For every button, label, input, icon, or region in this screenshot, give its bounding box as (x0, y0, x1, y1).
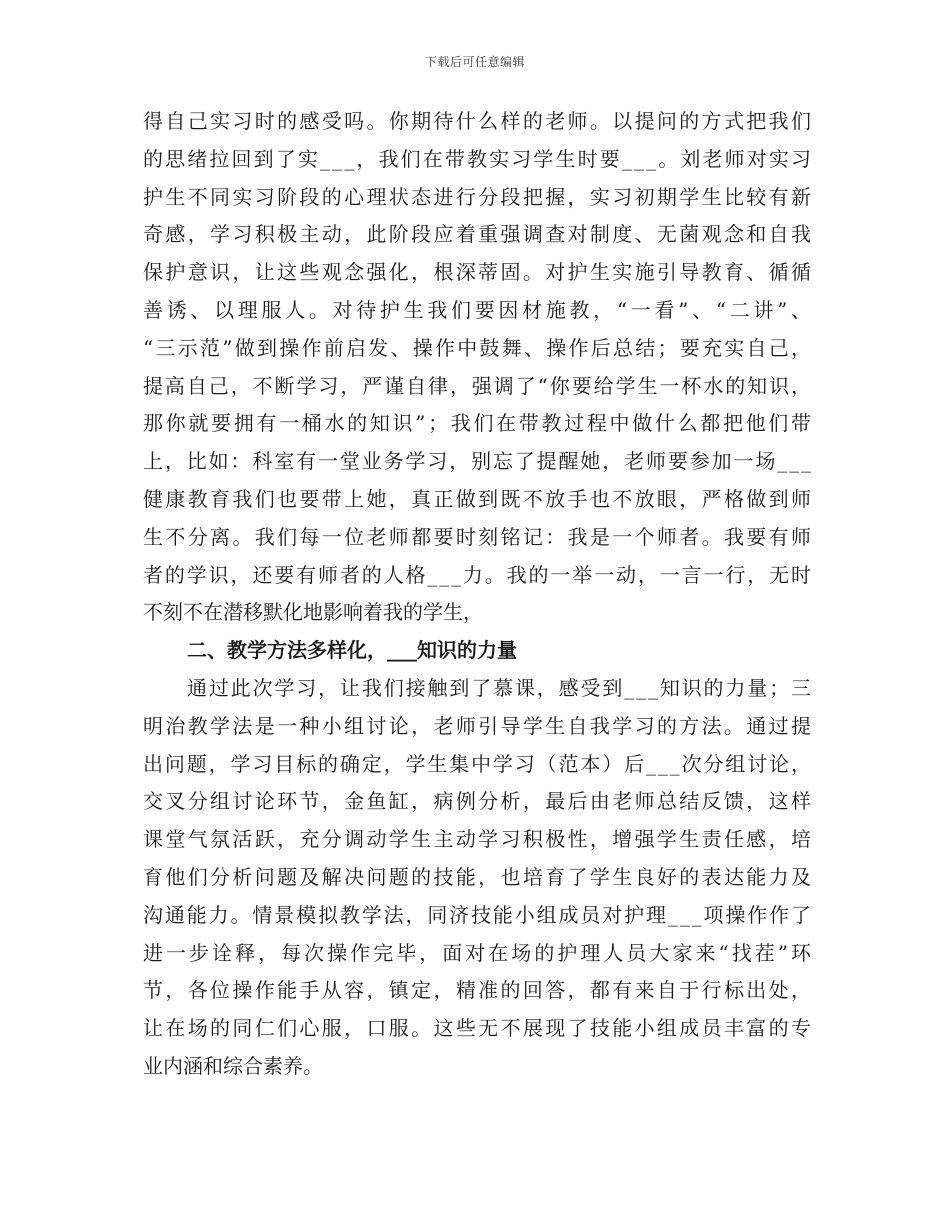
paragraph-line: 出问题，学习目标的确定，学生集中学习（范本）后___次分组讨论， (143, 751, 813, 776)
paragraph-line: 通过此次学习，让我们接触到了慕课，感受到___知识的力量；三 (187, 675, 813, 700)
paragraph-line: 奇感，学习积极主动，此阶段应着重强调查对制度、无菌观念和自我 (143, 222, 814, 247)
paragraph-line: 进一步诠释，每次操作完毕，面对在场的护理人员大家来“找茬”环 (143, 940, 815, 965)
paragraph-line: 那你就要拥有一桶水的知识”；我们在带教过程中做什么都把他们带 (143, 411, 814, 436)
paragraph-line: 健康教育我们也要带上她，真正做到既不放手也不放眼，严格做到师 (143, 486, 814, 511)
paragraph-line: 让在场的同仁们心服，口服。这些无不展现了技能小组成员丰富的专 (143, 1016, 814, 1041)
paragraph-line: 沟通能力。情景模拟教学法，同济技能小组成员对护理___项操作作了 (143, 902, 813, 927)
paragraph-line: 得自己实习时的感受吗。你期待什么样的老师。以提问的方式把我们 (143, 109, 814, 133)
page-header: 下载后可任意编辑 (424, 55, 525, 69)
paragraph-line: 课堂气氛活跃，充分调动学生主动学习积极性，增强学生责任感，培 (143, 827, 814, 852)
paragraph-line: 不刻不在潜移默化地影响着我的学生， (143, 600, 483, 625)
paragraph-line: 护生不同实习阶段的心理状态进行分段把握，实习初期学生比较有新 (143, 184, 814, 209)
section-heading: 二、教学方法多样化，___知识的力量 (187, 638, 517, 663)
paragraph-line: 保护意识，让这些观念强化，根深蒂固。对护生实施引导教育、循循 (143, 260, 814, 285)
paragraph-line: 提高自己，不断学习，严谨自律，强调了“你要给学生一杯水的知识， (143, 373, 813, 398)
paragraph-line: 育他们分析问题及解决问题的技能，也培育了学生良好的表达能力及 (143, 864, 814, 889)
paragraph-line: 者的学识，还要有师者的人格___力。我的一举一动，一言一行，无时 (143, 562, 813, 587)
paragraph-line: 的思绪拉回到了实___，我们在带教实习学生时要___。刘老师对实习 (143, 146, 814, 171)
paragraph-line: 生不分离。我们每一位老师都要时刻铭记：我是一个师者。我要有师 (143, 524, 814, 549)
paragraph-line: 上，比如：科室有一堂业务学习，别忘了提醒她，老师要参加一场___ (143, 449, 813, 474)
paragraph-line: “三示范”做到操作前启发、操作中鼓舞、操作后总结；要充实自己， (143, 335, 814, 360)
paragraph-line: 节，各位操作能手从容，镇定，精准的回答，都有来自于行标出处， (143, 978, 814, 1003)
paragraph-line: 明治教学法是一种小组讨论，老师引导学生自我学习的方法。通过提 (143, 713, 814, 738)
paragraph-line: 交叉分组讨论环节，金鱼缸，病例分析，最后由老师总结反馈，这样 (143, 789, 814, 814)
paragraph-line: 业内涵和综合素养。 (143, 1053, 323, 1078)
document-body (143, 103, 815, 1086)
paragraph-line: 善诱、以理服人。对待护生我们要因材施教，“一看”、“二讲”、 (143, 297, 815, 322)
